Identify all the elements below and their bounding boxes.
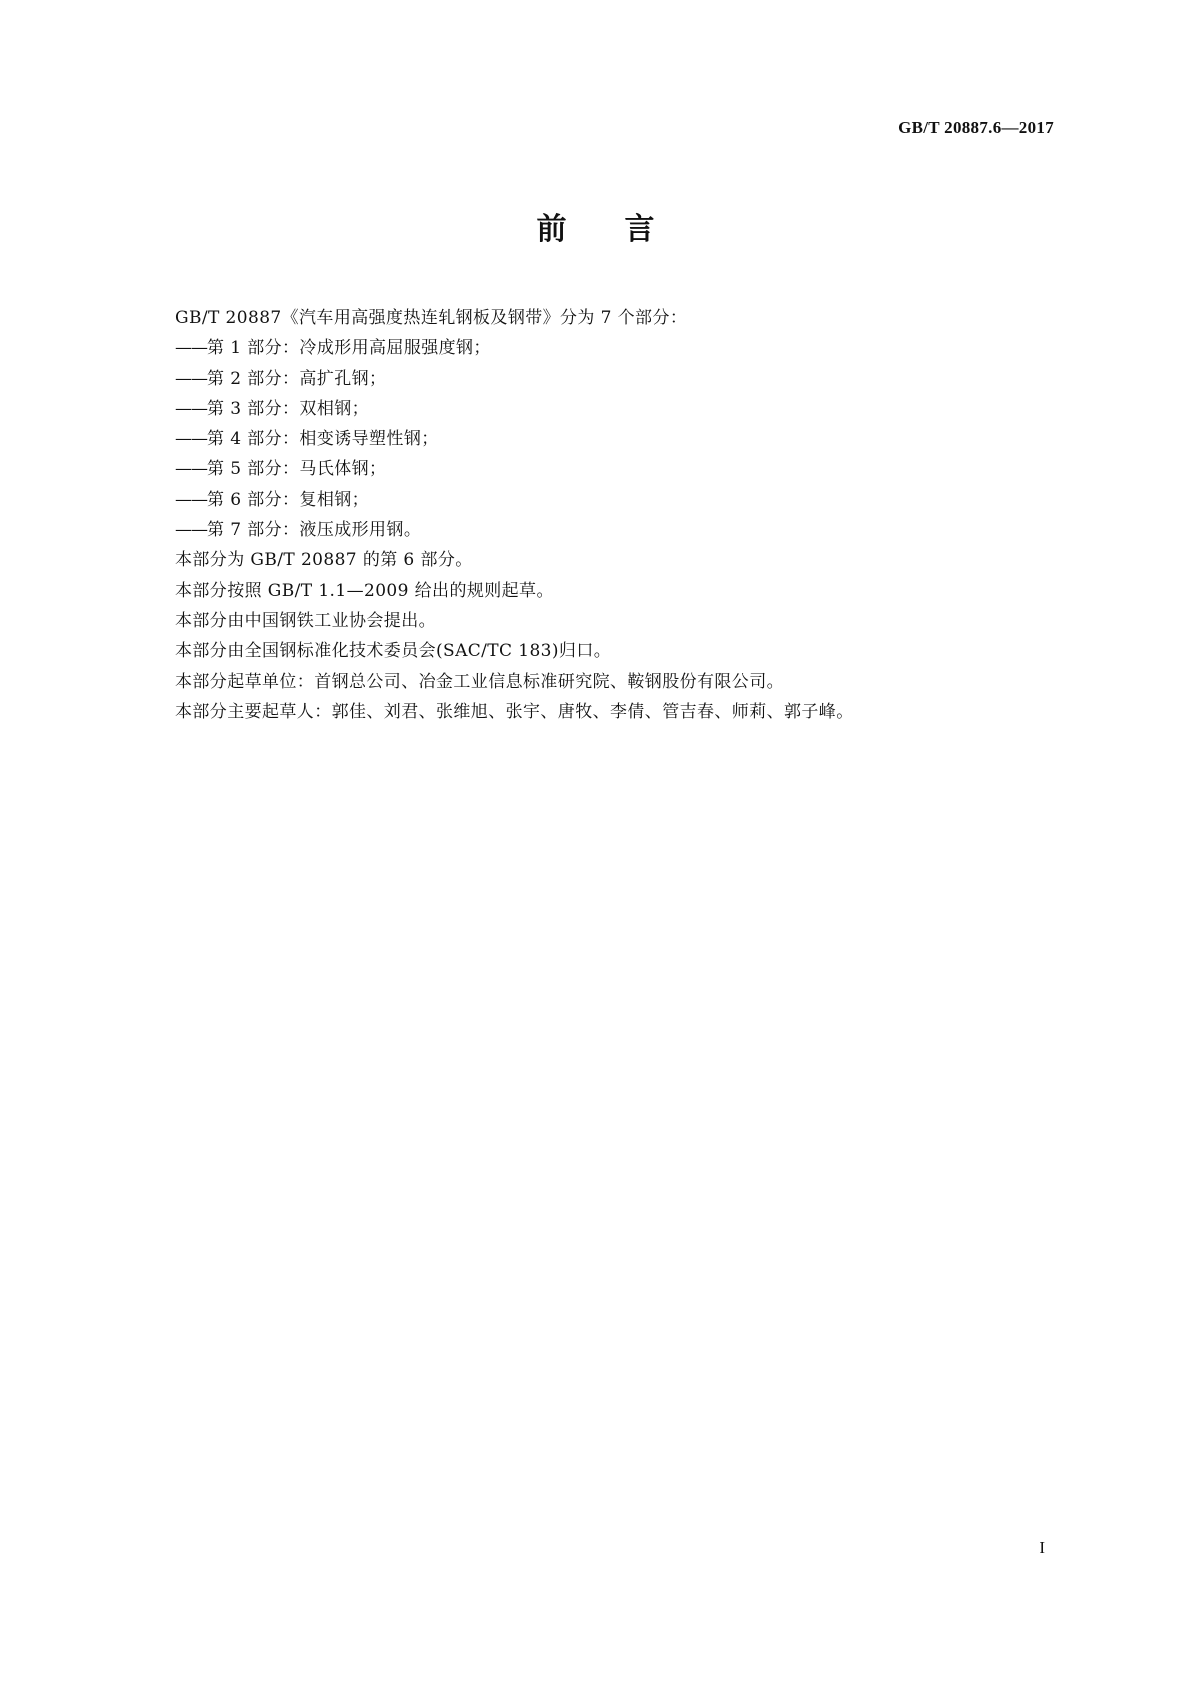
statement-committee: 本部分由全国钢标准化技术委员会(SAC/TC 183)归口。 <box>175 641 612 662</box>
list-dash: —— <box>175 368 207 389</box>
list-item <box>175 364 1055 394</box>
list-dash: —— <box>175 459 207 480</box>
list-item <box>175 454 1055 484</box>
list-dash: —— <box>175 489 207 510</box>
page-title: 前言 <box>536 212 713 247</box>
list-item <box>175 333 1055 363</box>
list-item-text: 第 4 部分：相变诱导塑性钢； <box>207 429 439 450</box>
list-dash: —— <box>175 429 207 450</box>
list-item-text: 第 6 部分：复相钢； <box>207 489 370 510</box>
page-number: I <box>1039 1538 1045 1557</box>
list-item-text: 第 3 部分：双相钢； <box>207 398 370 419</box>
statement-part-number: 本部分为 GB/T 20887 的第 6 部分。 <box>175 550 473 571</box>
list-item <box>175 515 1055 545</box>
statement-drafting-units: 本部分起草单位：首钢总公司、冶金工业信息标准研究院、鞍钢股份有限公司。 <box>175 671 784 692</box>
list-item-text: 第 5 部分：马氏体钢； <box>207 459 387 480</box>
document-code: GB/T 20887.6—2017 <box>898 118 1054 137</box>
intro-paragraph: GB/T 20887《汽车用高强度热连轧钢板及钢带》分为 7 个部分： <box>175 308 688 328</box>
list-item-text: 第 1 部分：冷成形用高屈服强度钢； <box>207 338 491 359</box>
statement-drafters: 本部分主要起草人：郭佳、刘君、张维旭、张宇、唐牧、李倩、管吉春、师莉、郭子峰。 <box>175 701 854 722</box>
list-item <box>175 424 1055 454</box>
list-item <box>175 394 1055 424</box>
list-item <box>175 485 1055 515</box>
statement-proposer: 本部分由中国钢铁工业协会提出。 <box>175 610 436 631</box>
list-dash: —— <box>175 520 207 541</box>
statement-drafting-rules: 本部分按照 GB/T 1.1—2009 给出的规则起草。 <box>175 580 554 601</box>
list-dash: —— <box>175 398 207 419</box>
list-item-text: 第 7 部分：液压成形用钢。 <box>207 520 422 541</box>
list-item-text: 第 2 部分：高扩孔钢； <box>207 368 387 389</box>
foreword-body <box>175 303 1055 727</box>
list-dash: —— <box>175 338 207 359</box>
